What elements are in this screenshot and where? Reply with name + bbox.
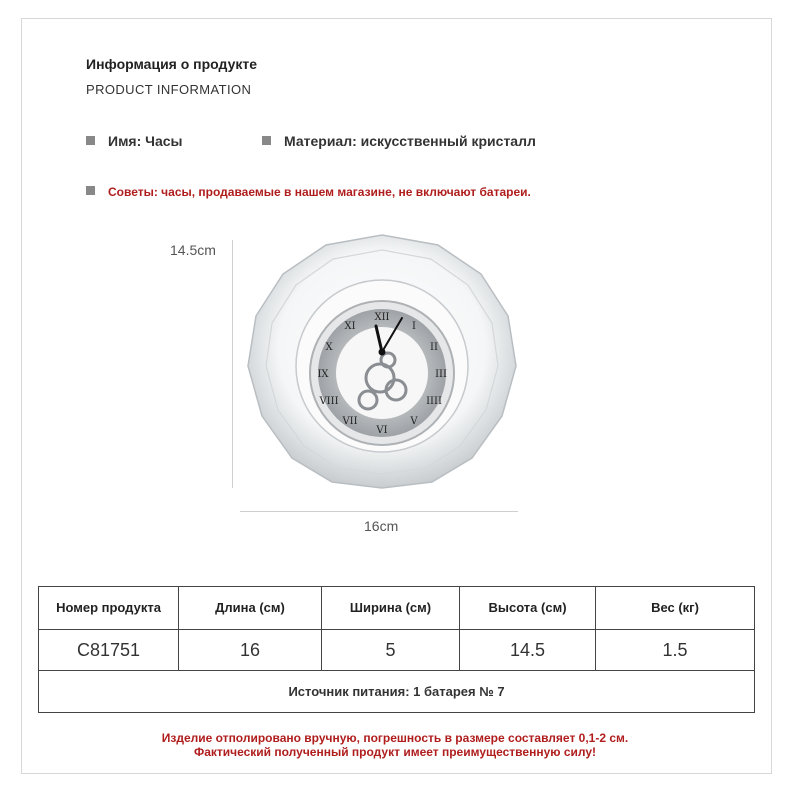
spec-table — [38, 586, 755, 713]
svg-text:IX: IX — [317, 369, 329, 380]
tip-line — [86, 185, 531, 199]
table-power-row — [39, 671, 755, 713]
svg-text:VIII: VIII — [319, 396, 339, 407]
bullet-square-icon — [262, 136, 271, 145]
height-dimension-label: 14.5cm — [170, 242, 216, 258]
table-header-cell: Длина (см) — [179, 587, 322, 630]
spec-material-text: Материал: искусственный кристалл — [284, 133, 536, 149]
svg-text:II: II — [430, 342, 438, 353]
svg-text:I: I — [412, 321, 416, 332]
tip-text: Советы: часы, продаваемые в нашем магазине, не включают батареи. — [108, 185, 531, 199]
table-header-cell: Ширина (см) — [322, 587, 460, 630]
svg-text:VII: VII — [342, 416, 358, 427]
table-header-cell: Вес (кг) — [596, 587, 755, 630]
table-cell: 16 — [179, 630, 322, 671]
table-row — [39, 630, 755, 671]
table-header-cell: Высота (см) — [460, 587, 596, 630]
svg-text:X: X — [325, 342, 333, 353]
bullet-square-icon — [86, 136, 95, 145]
power-source-cell: Источник питания: 1 батарея № 7 — [39, 671, 755, 713]
svg-text:III: III — [435, 369, 447, 380]
bullet-square-icon — [86, 186, 95, 195]
spec-name — [86, 133, 183, 149]
spec-material — [262, 133, 536, 149]
page-subtitle: PRODUCT INFORMATION — [86, 82, 252, 97]
height-dimension-line — [232, 240, 233, 488]
width-dimension-label: 16cm — [364, 518, 399, 534]
svg-text:IIII: IIII — [426, 396, 442, 407]
table-cell: 14.5 — [460, 630, 596, 671]
clock-center-window — [336, 327, 428, 419]
table-cell: C81751 — [39, 630, 179, 671]
page-title: Информация о продукте — [86, 56, 258, 72]
table-header-cell: Номер продукта — [39, 587, 179, 630]
crystal-clock-image — [236, 230, 528, 492]
disclaimer-note: Изделие отполировано вручную, погрешность в размере составляет 0,1-2 см. Фактический полученный продукт имеет преимущественную силу! — [161, 731, 629, 759]
table-cell: 1.5 — [596, 630, 755, 671]
table-cell: 5 — [322, 630, 460, 671]
svg-text:V: V — [410, 416, 418, 427]
table-header-row — [39, 587, 755, 630]
spec-name-text: Имя: Часы — [108, 133, 183, 149]
svg-text:XII: XII — [374, 312, 390, 323]
svg-text:XI: XI — [344, 321, 356, 332]
svg-text:VI: VI — [376, 425, 388, 436]
width-dimension-line — [240, 511, 518, 512]
